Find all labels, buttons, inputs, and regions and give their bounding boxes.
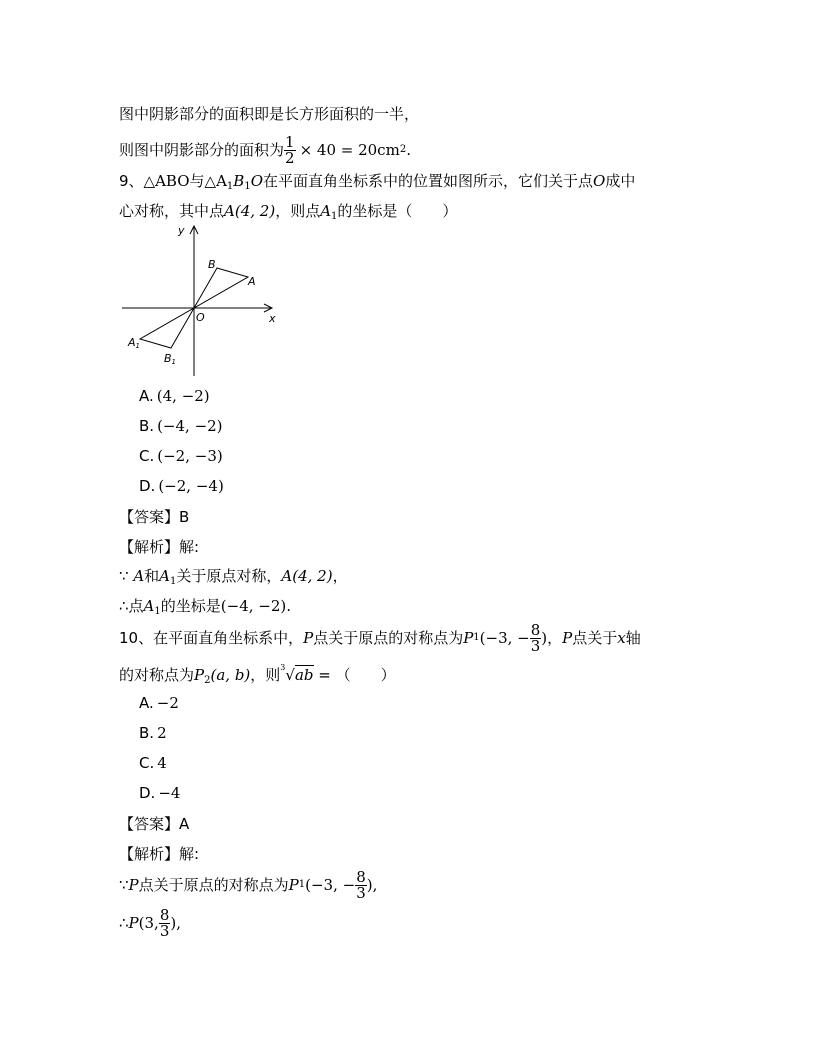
q10-option-c[interactable]: C. 4 bbox=[139, 754, 167, 772]
q10-stem-line-2: 的对称点为$P_2(a$, b)，则$^3$√ab = （ ） bbox=[119, 663, 396, 686]
q9-option-c[interactable]: C. (−2, −3) bbox=[139, 447, 223, 465]
q9-solution-line-2: ∴点$A_1$的坐标是(−4, −2). bbox=[119, 597, 292, 617]
fraction-eight-thirds-final: $\frac{8}{3}$ bbox=[159, 905, 170, 940]
q10-stem-line-1: 10、在平面直角坐标系中， P 点关于原点的对称点为 P 1 (−3, − $\frac{8}{3}$ ) ， P 点关于 x 轴 bbox=[119, 620, 641, 655]
intro-line-1: 图中阴影部分的面积即是长方形面积的一半， bbox=[119, 105, 420, 123]
q9-option-b[interactable]: B. (−4, −2) bbox=[139, 417, 223, 435]
q10-solution-line-1: ∵ P 点关于原点的对称点为 P 1 (−3, − $\frac{8}{3}$ ), bbox=[119, 867, 378, 902]
fraction-eight-thirds-solution: $\frac{8}{3}$ bbox=[356, 867, 366, 902]
coordinate-figure bbox=[118, 222, 288, 382]
triangle-abo bbox=[194, 268, 248, 308]
q10-answer: 【答案】A bbox=[119, 815, 190, 833]
q10-option-a[interactable]: A. −2 bbox=[139, 694, 179, 712]
origin-label: O bbox=[196, 311, 205, 324]
q9-analysis-heading: 【解析】解: bbox=[119, 538, 200, 556]
point-a-label: A bbox=[248, 275, 256, 288]
fraction-one-half: $\frac{1}{2}$ bbox=[285, 132, 295, 167]
point-a1-label: A1 bbox=[128, 336, 140, 350]
point-b-label: B bbox=[208, 258, 216, 271]
intro-line-2: 则图中阴影部分的面积为 $\frac{1}{2}$ × 40 = 20cm 2 . bbox=[119, 132, 411, 167]
q9-solution-line-1: ∵ A和$A_1$关于原点对称，A(4, 2)， bbox=[119, 567, 348, 587]
x-axis-label: x bbox=[269, 312, 276, 325]
q9-stem-line-1: 9、△ABO与$\triangle A_1B_1O$在平面直角坐标系中的位置如图所示，它们关于点O成中 bbox=[119, 172, 636, 192]
q9-option-d[interactable]: D. (−2, −4) bbox=[139, 477, 224, 495]
fraction-eight-thirds: $\frac{8}{3}$ bbox=[530, 620, 541, 655]
q10-analysis-heading: 【解析】解: bbox=[119, 845, 200, 863]
q10-solution-line-2: ∴ P (3, $\frac{8}{3}$ ), bbox=[119, 905, 181, 940]
q10-option-d[interactable]: D. −4 bbox=[139, 784, 181, 802]
y-axis-label: y bbox=[178, 224, 185, 237]
q9-answer: 【答案】B bbox=[119, 508, 190, 526]
q9-option-a[interactable]: A. (4, −2) bbox=[139, 387, 210, 405]
point-b1-label: B1 bbox=[164, 352, 177, 366]
cube-root: $^3$√ab bbox=[280, 663, 314, 684]
q9-stem-line-2: 心对称，其中点A(4, 2)，则点$A_1$的坐标是（ ） bbox=[119, 202, 458, 222]
triangle-a1b1o bbox=[140, 308, 194, 348]
q10-option-b[interactable]: B. 2 bbox=[139, 724, 167, 742]
